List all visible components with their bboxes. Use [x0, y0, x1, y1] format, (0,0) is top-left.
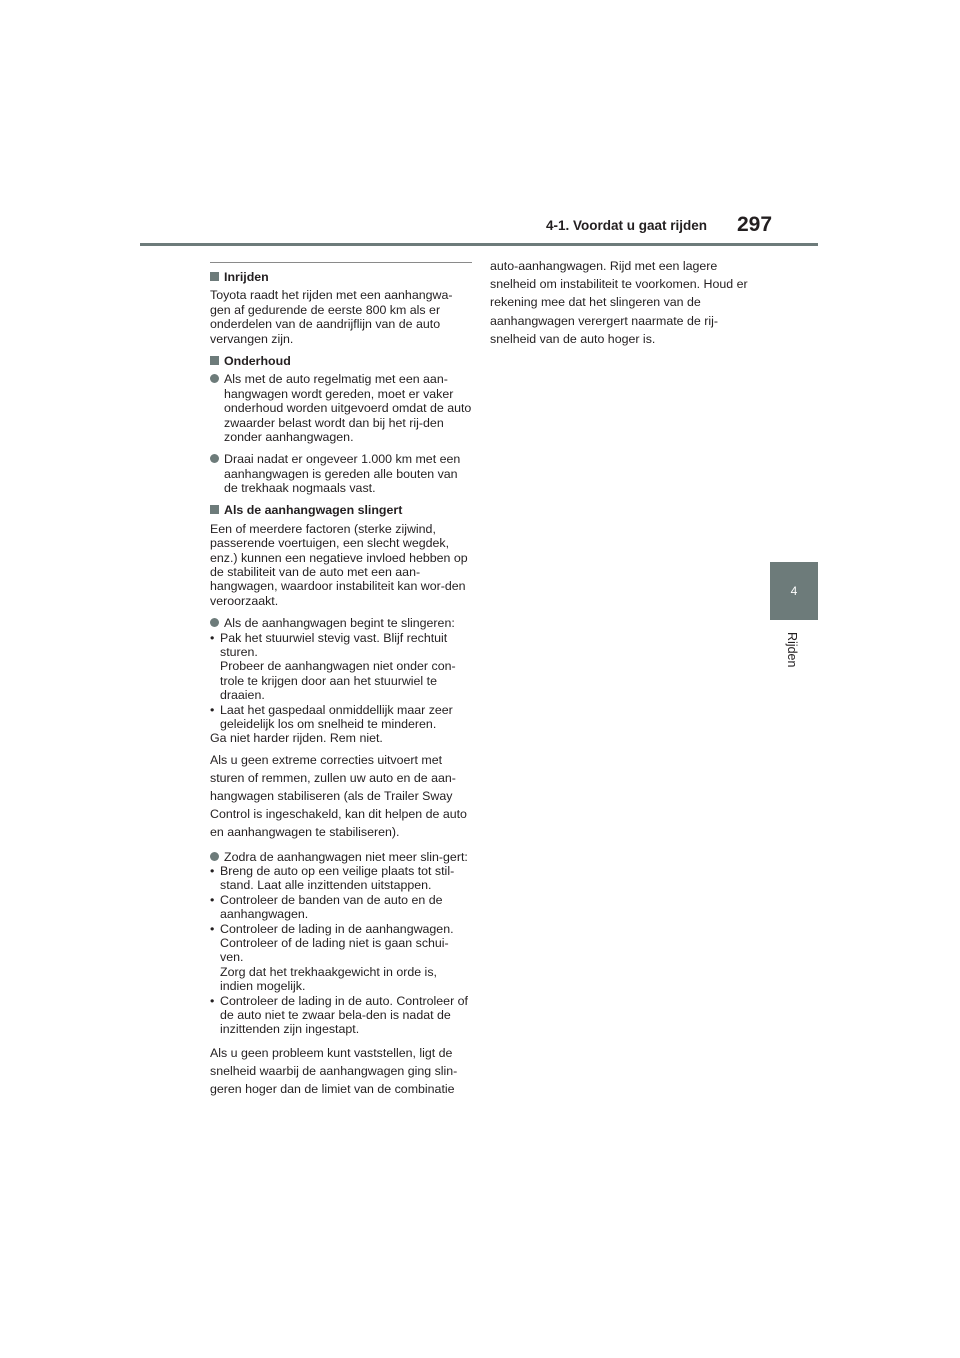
- bullet-intro: Als de aanhangwagen begint te slingeren:: [224, 616, 455, 631]
- bullet-text: Draai nadat er ongeveer 1.000 km met een aanhangwagen is gereden alle bouten van de trekhaak nogmaals vast.: [224, 452, 461, 496]
- heading-text: Als de aanhangwagen slingert: [224, 503, 403, 518]
- sub-mark: •: [210, 993, 215, 1008]
- sub-text: Controleer de lading in de auto. Controleer of de auto niet te zwaar bela-den is nadat de inzittenden zijn ingestapt.: [220, 993, 468, 1037]
- sub-text: Zorg dat het trekhaakgewicht in orde is, indien mogelijk.: [220, 964, 437, 994]
- sub-item: [210, 994, 472, 1037]
- square-bullet-icon: [210, 505, 219, 514]
- right-column: [490, 257, 760, 356]
- sub-text: Pak het stuurwiel stevig vast. Blijf rechtuit sturen.: [220, 630, 448, 659]
- circle-bullet-icon: [210, 618, 219, 627]
- bullet-content: [224, 616, 472, 630]
- sub-mark: •: [210, 921, 215, 936]
- sub-mark: [210, 965, 220, 994]
- sub-list-2: [210, 864, 472, 1037]
- square-bullet-icon: [210, 356, 219, 365]
- chapter-label: Rijden: [785, 632, 799, 668]
- slingert-para-2: Als u geen probleem kunt vaststellen, ligt de snelheid waarbij de aanhangwagen ging slin-geren hoger dan de limiet van de combinatie: [210, 1045, 458, 1096]
- slingert-para-1: Als u geen extreme correcties uitvoert met sturen of remmen, zullen uw auto en de aan-hangwagen stabiliseren (als de Trailer Sway Control is ingeschakeld, kan dit helpen de auto en aanhangwagen te stabiliseren).: [210, 752, 467, 839]
- sub-text: Breng de auto op een veilige plaats tot stil-stand. Laat alle inzittenden uitstappen.: [220, 864, 455, 893]
- onderhoud-bullet-1: [210, 372, 472, 444]
- bullet-text: Als met de auto regelmatig met een aan-hangwagen wordt gereden, moet er vaker onderhoud worden uitgevoerd omdat de auto zwaarder belast wordt dan bij het rij-den zonder aanhangwagen.: [224, 372, 472, 444]
- sub-text: Laat het gaspedaal onmiddellijk maar zeer geleidelijk los om snelheid te minderen.: [220, 702, 453, 731]
- sub-list-1: [210, 631, 472, 746]
- sub-text: Controleer de lading in de aanhangwagen. Controleer of de lading niet is gaan schui-ven.: [220, 921, 454, 965]
- chapter-tab: 4: [770, 562, 818, 620]
- heading-inrijden: [210, 270, 472, 284]
- left-column: [210, 262, 472, 1107]
- page-number: 297: [737, 213, 773, 236]
- sub-mark: •: [210, 702, 215, 717]
- circle-bullet-icon: [210, 852, 219, 861]
- section-title: 4-1. Voordat u gaat rijden: [546, 218, 708, 233]
- sub-item: [210, 703, 472, 732]
- sub-item: [210, 659, 472, 702]
- heading-text: Inrijden: [224, 270, 269, 284]
- slingert-bullet-1: [210, 616, 472, 630]
- slingert-para-2-continued: auto-aanhangwagen. Rijd met een lagere snelheid om instabiliteit te voorkomen. Houd er rekening mee dat het slingeren van de aanhangwagen verergert naarmate de rij-snelheid van de auto hoger is.: [490, 259, 748, 346]
- bullet-intro: Zodra de aanhangwagen niet meer slin-gert:: [224, 849, 468, 864]
- sub-mark: [210, 659, 220, 702]
- sub-item: [210, 965, 472, 994]
- bullet-after: Ga niet harder rijden. Rem niet.: [210, 731, 383, 746]
- sub-item: [210, 631, 472, 660]
- heading-slingert: [210, 503, 472, 517]
- column-top-rule: [210, 262, 472, 263]
- square-bullet-icon: [210, 272, 219, 281]
- inrijden-body: Toyota raadt het rijden met een aanhangwa-gen af gedurende de eerste 800 km als er onderdelen van de aandrijflijn van de auto vervangen zijn.: [210, 288, 453, 346]
- sub-mark: •: [210, 864, 215, 879]
- heading-onderhoud: [210, 354, 472, 368]
- circle-bullet-icon: [210, 374, 219, 383]
- sub-text: Controleer de banden van de auto en de aanhangwagen.: [220, 892, 443, 922]
- circle-bullet-icon: [210, 454, 219, 463]
- slingert-body: Een of meerdere factoren (sterke zijwind, passerende voertuigen, een slecht wegdek, enz.) kunnen een negatieve invloed hebben op de stabiliteit van de auto met een aan-hangwagen, waardoor instabiliteit kan wor-den veroorzaakt.: [210, 521, 468, 608]
- heading-text: Onderhoud: [224, 353, 291, 368]
- sub-mark: •: [210, 892, 215, 907]
- slingert-bullet-2: [210, 850, 472, 864]
- header-rule: [140, 243, 818, 246]
- sub-item: [210, 893, 472, 922]
- sub-text: Probeer de aanhangwagen niet onder con-trole te krijgen door aan het stuurwiel te draaien.: [220, 659, 456, 703]
- onderhoud-bullet-2: [210, 452, 472, 495]
- sub-item: [210, 922, 472, 965]
- sub-item: [210, 864, 472, 893]
- sub-mark: •: [210, 630, 215, 645]
